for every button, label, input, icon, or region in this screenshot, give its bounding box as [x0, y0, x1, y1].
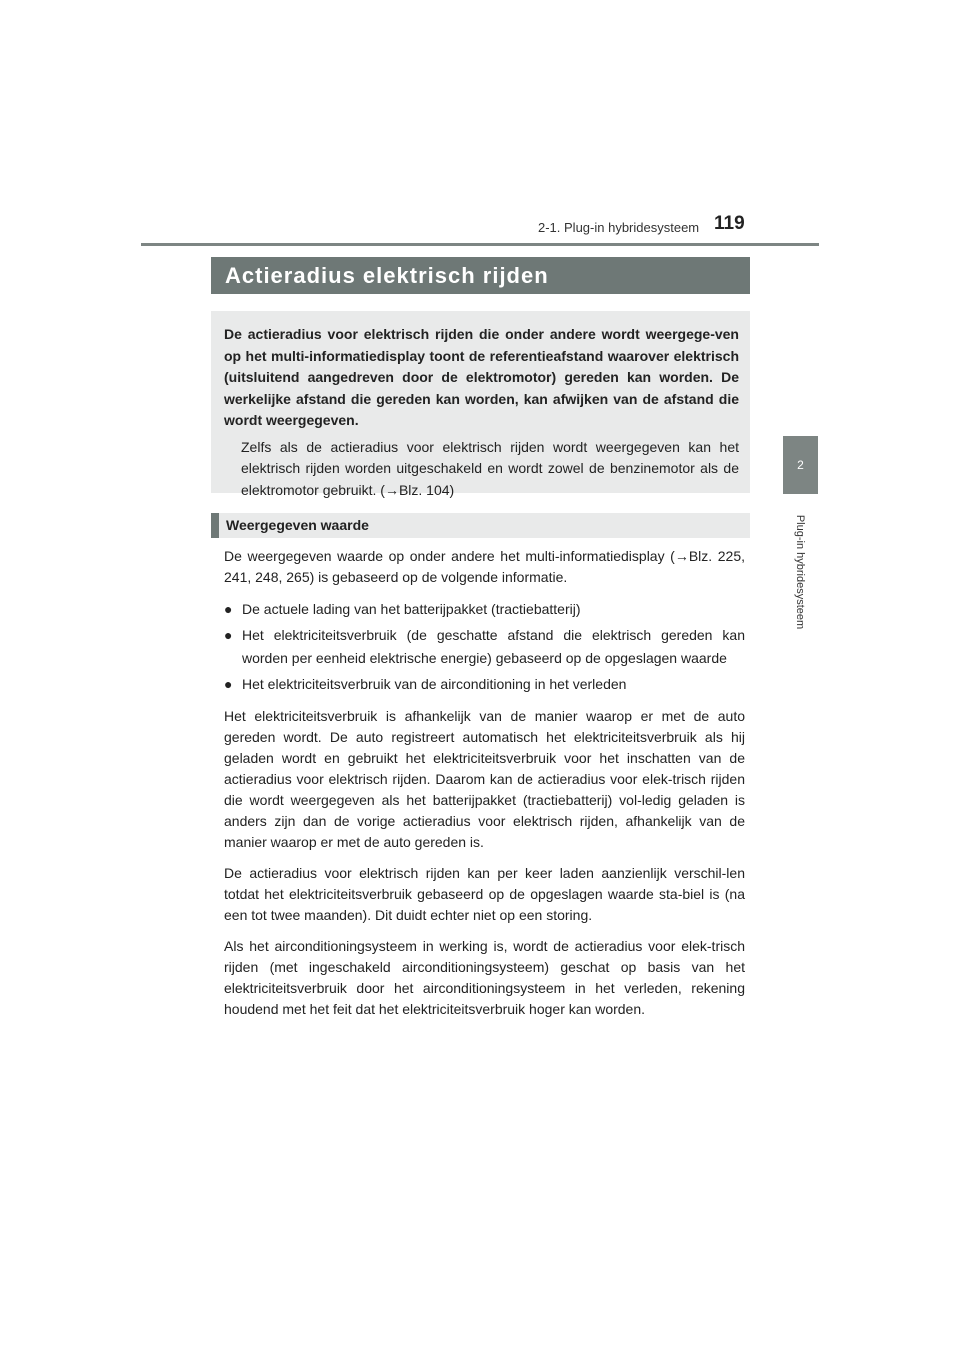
body-paragraph: Als het airconditioningsysteem in werking is, wordt de actieradius voor elek-trisch rijden (met ingeschakeld airconditioningsysteem) geschat op basis van het elektriciteitsverbruik door het airconditioningsysteem in het verleden, rekening houdend met het feit dat het elektriciteitsverbruik hoger kan worden.	[224, 938, 745, 1017]
subsection-heading: Weergegeven waarde	[211, 513, 750, 538]
body-paragraph: De actieradius voor elektrisch rijden kan per keer laden aanzienlijk verschil-len totdat het elektriciteitsverbruik gebaseerd op de opgeslagen waarde sta-biel is (na een tot twee maanden). Dit duidt echter niet op een storing.	[224, 865, 745, 923]
list-item-text: De actuele lading van het batterijpakket (tractiebatterij)	[242, 601, 581, 617]
intro-box	[211, 311, 750, 498]
subsection-intro: De weergegeven waarde op onder andere het multi-informatiedisplay (→Blz. 225, 241, 248, 265) is gebaseerd op de volgende informatie.	[224, 548, 745, 585]
header-rule	[141, 243, 819, 246]
subsection-body	[224, 546, 745, 1030]
intro-note-text: Zelfs als de actieradius voor elektrisch rijden wordt weergegeven kan het elektrisch rijden worden uitgeschakeld en wordt zowel de benzinemotor als de elektromotor gebruikt. (→Blz. 104)	[241, 438, 739, 498]
list-item-text: Het elektriciteitsverbruik van de airconditioning in het verleden	[242, 675, 627, 692]
list-item	[224, 624, 745, 671]
page-number: 119	[714, 213, 745, 234]
bullet-icon: ●	[224, 626, 233, 643]
list-item-text: Het elektriciteitsverbruik (de geschatte afstand die elektrisch gereden kan worden per eenheid elektrische energie) gebaseerd op de opgeslagen waarde	[242, 626, 745, 666]
bullet-icon: ●	[224, 601, 233, 617]
intro-lead-text: De actieradius voor elektrisch rijden die onder andere wordt weergege-ven op het multi-informatiedisplay toont de referentieafstand waarover elektrisch (uitsluitend aangedreven door de elektromotor) gereden kan worden. De werkelijke afstand die gereden kan worden, kan afwijken van de afstand die wordt weergegeven.	[224, 326, 739, 428]
list-item	[224, 673, 745, 697]
header-section-title: 2-1. Plug-in hybridesysteem	[538, 220, 700, 235]
body-paragraph: Het elektriciteitsverbruik is afhankelijk van de manier waarop er met de auto gereden wordt. De auto registreert automatisch het elektriciteitsverbruik als hij geladen wordt en gebruikt het elektriciteitsverbruik voor het inschatten van de actieradius voor elektrisch rijden. Daarom kan de actieradius voor elek-trisch rijden die wordt weergegeven als het batterijpakket (tractiebatterij) vol-ledig geladen is anders zijn dan de vorige actieradius voor elektrisch rijden, afhankelijk van de manier waarop er met de auto gereden is.	[224, 708, 745, 850]
chapter-tab: 2	[783, 436, 818, 494]
list-item	[224, 598, 745, 622]
page-title: Actieradius elektrisch rijden	[211, 257, 750, 294]
info-list	[224, 598, 745, 696]
chapter-side-label: Plug-in hybridesysteem	[794, 514, 806, 630]
bullet-icon: ●	[224, 675, 233, 692]
